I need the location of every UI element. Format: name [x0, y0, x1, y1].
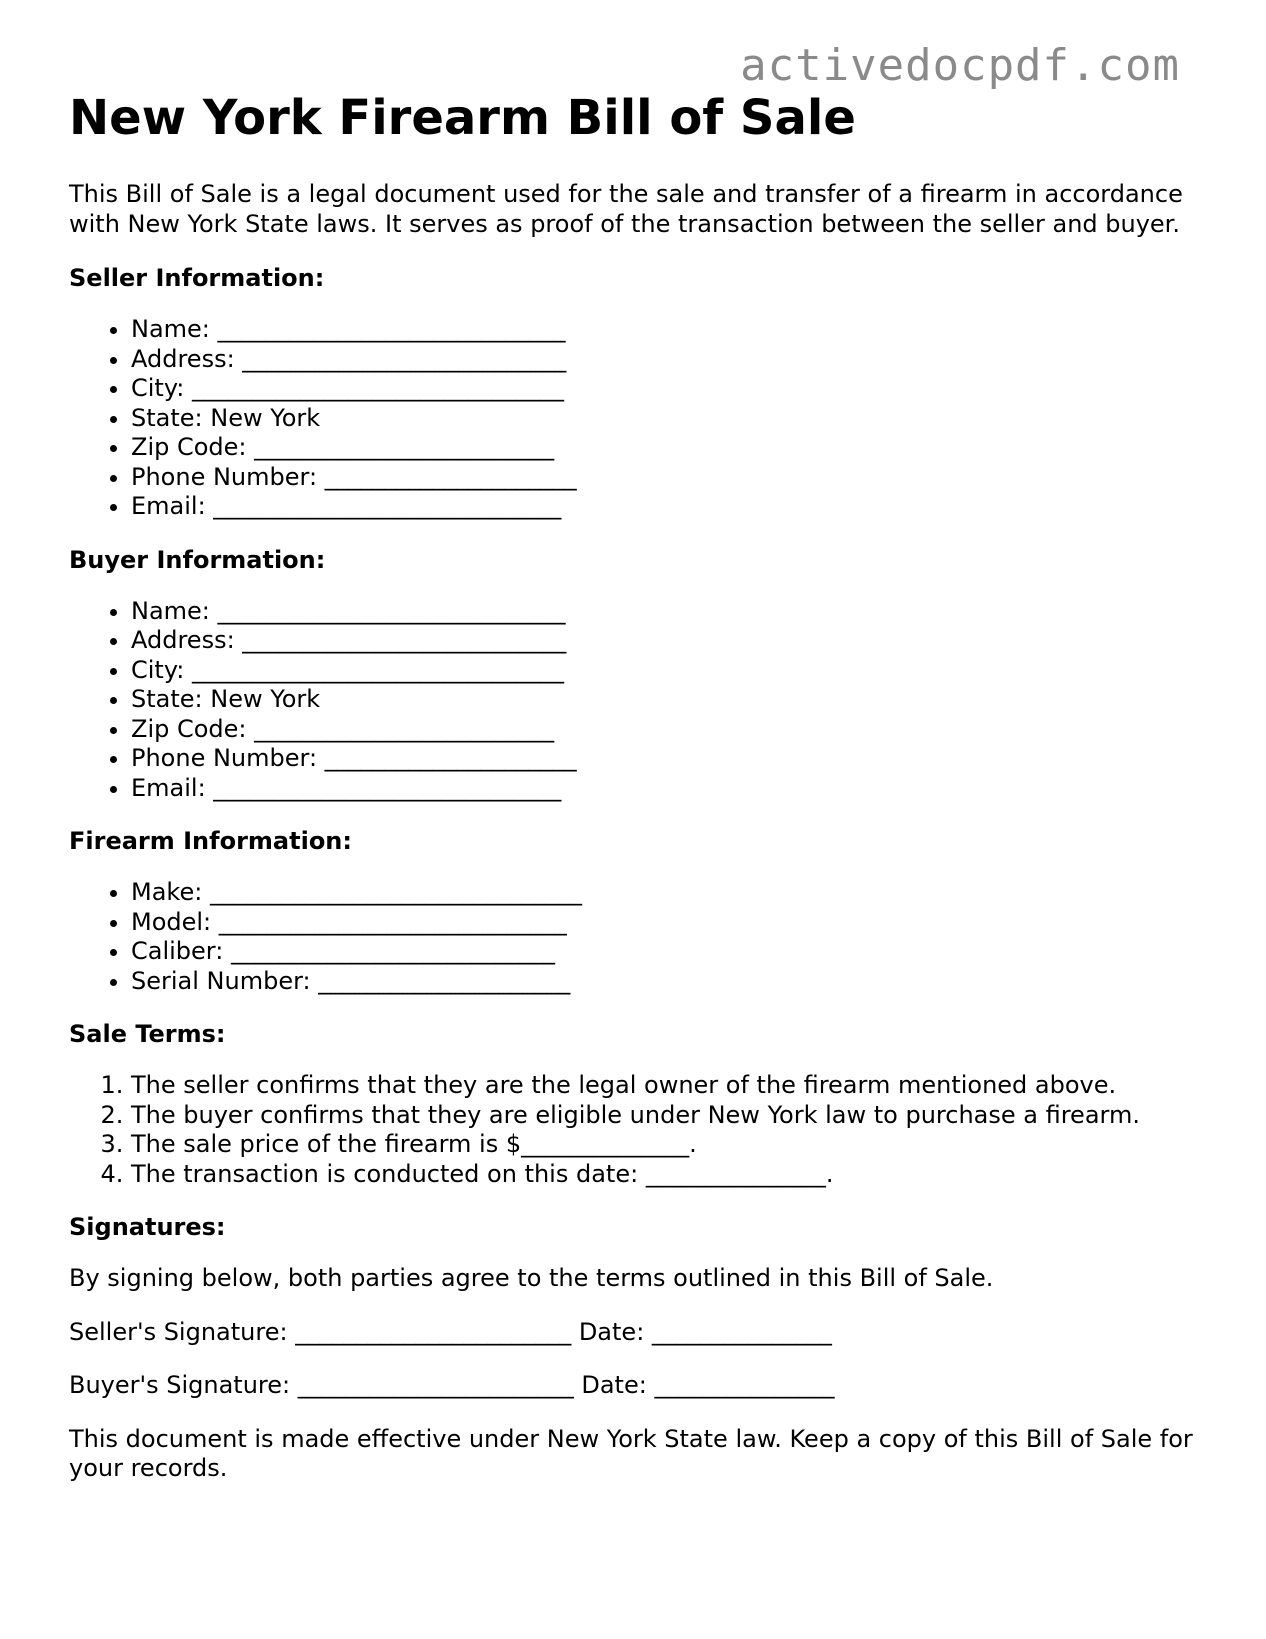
seller-name-field: • Name: _____________________________	[131, 315, 1199, 345]
seller-zip-field: • Zip Code: _________________________	[131, 433, 1199, 463]
firearm-fields-list	[69, 878, 1199, 996]
buyer-name-field: • Name: _____________________________	[131, 597, 1199, 627]
signatures-statement: By signing below, both parties agree to the terms outlined in this Bill of Sale.	[69, 1264, 994, 1292]
firearm-serial-field: • Serial Number: _____________________	[131, 967, 1199, 997]
firearm-make-field: • Make: _______________________________	[131, 878, 1199, 908]
document-page	[69, 86, 1199, 1508]
terms-heading: Sale Terms:	[69, 1020, 226, 1048]
seller-phone-field: • Phone Number: _____________________	[131, 463, 1199, 493]
seller-fields-list	[69, 315, 1199, 522]
watermark: activedocpdf.com	[740, 40, 1180, 91]
term-price: 3. The sale price of the firearm is $______________.	[131, 1130, 1199, 1160]
seller-email-field: • Email: _____________________________	[131, 492, 1199, 522]
buyer-state-field: • State: New York	[131, 685, 1199, 715]
seller-address-field: • Address: ___________________________	[131, 345, 1199, 375]
buyer-email-field: • Email: _____________________________	[131, 774, 1199, 804]
buyer-signature-line: Buyer's Signature: _______________________ Date: _______________	[69, 1371, 835, 1399]
seller-state-field: • State: New York	[131, 404, 1199, 434]
terms-list	[69, 1071, 1199, 1189]
signatures-heading: Signatures:	[69, 1213, 226, 1241]
firearm-caliber-field: • Caliber: ___________________________	[131, 937, 1199, 967]
term-eligibility: 2. The buyer confirms that they are eligible under New York law to purchase a firearm.	[131, 1101, 1199, 1131]
buyer-phone-field: • Phone Number: _____________________	[131, 744, 1199, 774]
intro-paragraph: This Bill of Sale is a legal document used for the sale and transfer of a firearm in accordance with New York State laws. It serves as proof of the transaction between the seller and buyer.	[69, 180, 1183, 238]
firearm-heading: Firearm Information:	[69, 827, 352, 855]
seller-signature-line: Seller's Signature: _______________________ Date: _______________	[69, 1317, 832, 1346]
buyer-city-field: • City: _______________________________	[131, 656, 1199, 686]
page-title: New York Firearm Bill of Sale	[69, 90, 856, 146]
term-ownership: 1. The seller confirms that they are the legal owner of the firearm mentioned above.	[131, 1071, 1199, 1101]
term-date: 4. The transaction is conducted on this date: _______________.	[131, 1160, 1199, 1190]
firearm-model-field: • Model: _____________________________	[131, 908, 1199, 938]
closing-paragraph: This document is made effective under New York State law. Keep a copy of this Bill of Sale for your records.	[69, 1424, 1193, 1482]
seller-heading: Seller Information:	[69, 264, 325, 292]
buyer-address-field: • Address: ___________________________	[131, 626, 1199, 656]
buyer-heading: Buyer Information:	[69, 545, 326, 574]
buyer-zip-field: • Zip Code: _________________________	[131, 715, 1199, 745]
buyer-fields-list	[69, 597, 1199, 804]
seller-city-field: • City: _______________________________	[131, 374, 1199, 404]
